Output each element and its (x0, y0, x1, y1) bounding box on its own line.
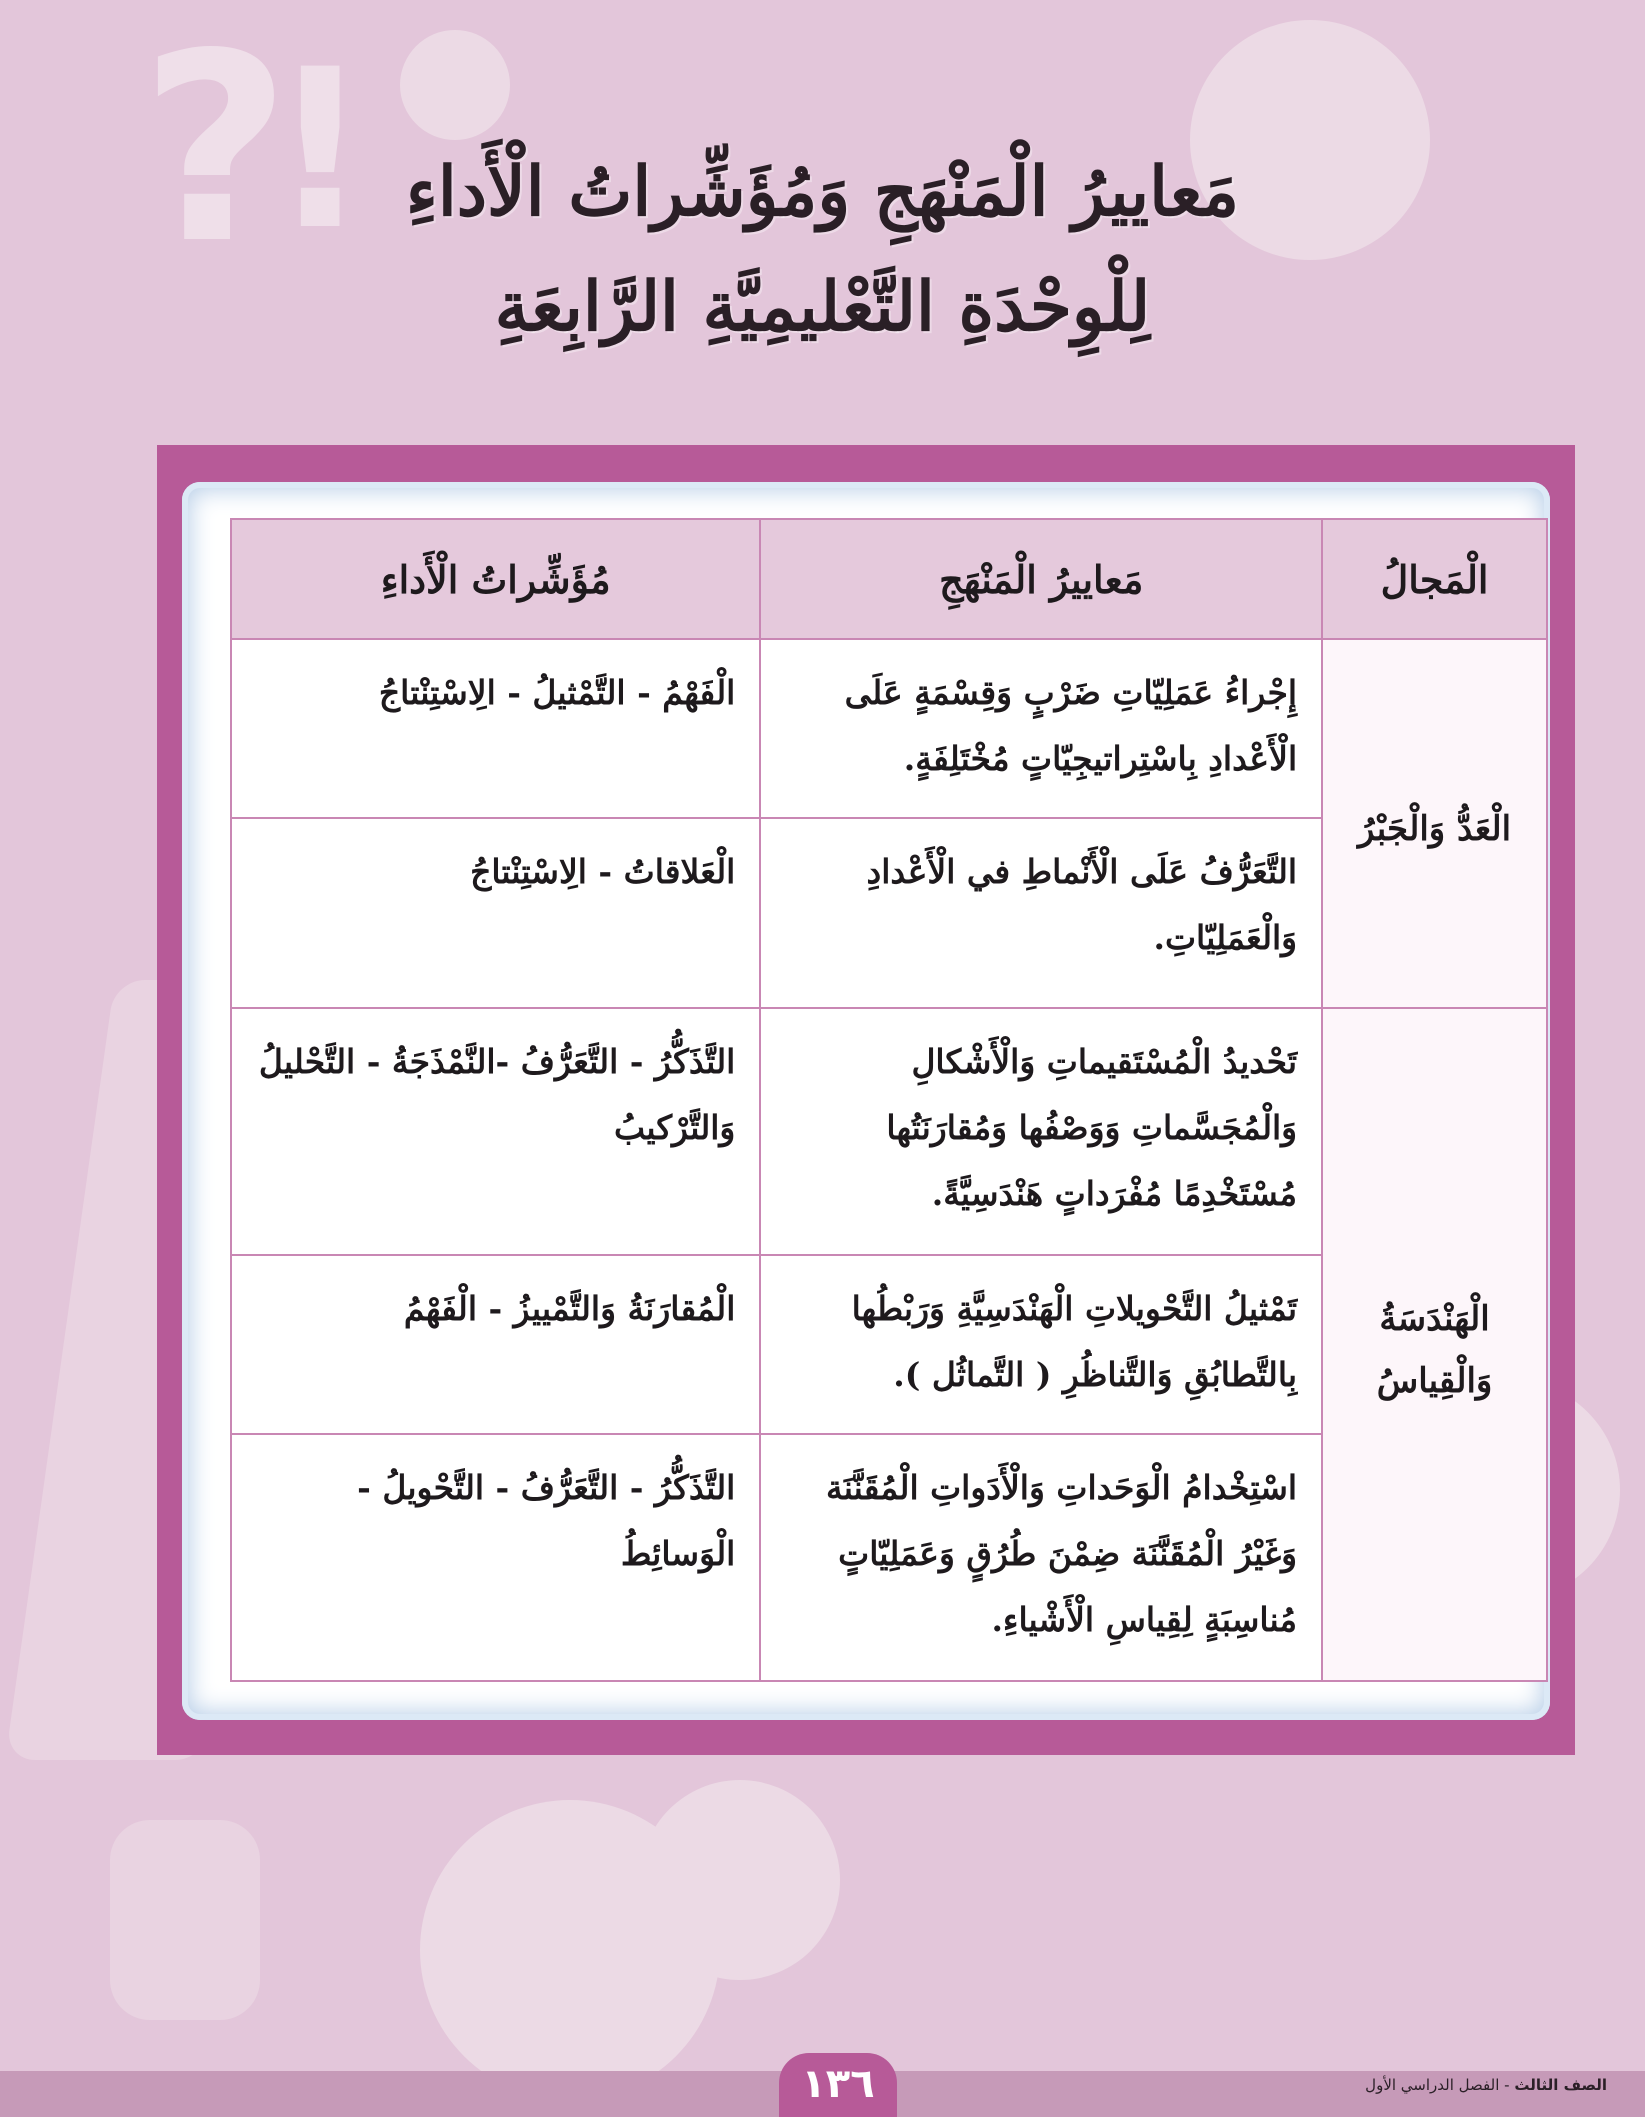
title-line-1: مَعاييرُ الْمَنْهَجِ وَمُؤَشِّراتُ الْأَداءِ (405, 152, 1240, 232)
standard-cell: اسْتِخْدامُ الْوَحَداتِ وَالْأَدَواتِ الْمُقَنَّنَة وَغَيْرُ الْمُقَنَّنَة ضِمْنَ طُرُقٍ وَعَمَلِيّاتٍ مُناسِبَةٍ لِقِياسِ الْأَشْياءِ. (760, 1434, 1322, 1681)
header-standard: مَعاييرُ الْمَنْهَجِ (760, 519, 1322, 639)
footer-caption (1365, 2076, 1607, 2094)
table-row (231, 1008, 1547, 1255)
indicator-cell: الْفَهْمُ - التَّمْثيلُ - الِاسْتِنْتاجُ (231, 639, 760, 818)
indicator-cell: التَّذَكُّرُ - التَّعَرُّفُ - التَّحْويلُ - الْوَسائِطُ (231, 1434, 760, 1681)
standard-cell: تَمْثيلُ التَّحْويلاتِ الْهَنْدَسِيَّةِ وَرَبْطُها بِالتَّطابُقِ وَالتَّناظُرِ ( التَّماثُل ). (760, 1255, 1322, 1434)
smiley-face-decoration (400, 30, 510, 140)
exclamation-dot-decoration (110, 1820, 260, 2020)
page-number: ١٣٦ (779, 2053, 897, 2117)
smiley-face-decoration (420, 1800, 720, 2100)
indicator-cell: الْمُقارَنَةُ وَالتَّمْييزُ - الْفَهْمُ (231, 1255, 760, 1434)
standard-cell: إِجْراءُ عَمَلِيّاتِ ضَرْبٍ وَقِسْمَةٍ عَلَى الْأَعْدادِ بِاسْتِراتيجِيّاتٍ مُخْتَلِفَةٍ. (760, 639, 1322, 818)
question-mark-decoration: ? (140, 0, 291, 301)
footer-separator: - (1499, 2076, 1515, 2094)
header-indicator: مُؤَشِّراتُ الْأَداءِ (231, 519, 760, 639)
exclamation-decoration: ! (270, 22, 371, 278)
domain-cell: الْهَنْدَسَةُ وَالْقِياسُ (1322, 1008, 1547, 1681)
page-title (0, 135, 1645, 365)
header-domain: الْمَجالُ (1322, 519, 1547, 639)
table-row (231, 639, 1547, 818)
footer-term: الفصل الدراسي الأول (1365, 2076, 1500, 2094)
indicator-cell: الْعَلاقاتُ - الِاسْتِنْتاجُ (231, 818, 760, 1009)
table-card (182, 482, 1550, 1720)
table-header-row (231, 519, 1547, 639)
domain-cell: الْعَدُّ وَالْجَبْرُ (1322, 639, 1547, 1008)
standards-table (230, 518, 1548, 1682)
indicator-cell: التَّذَكُّرُ - التَّعَرُّفُ -النَّمْذَجَةُ - التَّحْليلُ وَالتَّرْكيبُ (231, 1008, 760, 1255)
title-line-2: لِلْوِحْدَةِ التَّعْليمِيَّةِ الرَّابِعَةِ (494, 267, 1151, 347)
standard-cell: تَحْديدُ الْمُسْتَقيماتِ وَالْأَشْكالِ وَالْمُجَسَّماتِ وَوَصْفُها وَمُقارَنَتُها مُسْتَخْدِمًا مُفْرَداتٍ هَنْدَسِيَّةً. (760, 1008, 1322, 1255)
standard-cell: التَّعَرُّفُ عَلَى الْأَنْماطِ في الْأَعْدادِ وَالْعَمَلِيّاتِ. (760, 818, 1322, 1009)
footer-grade: الصف الثالث (1514, 2076, 1607, 2094)
table-frame (157, 445, 1575, 1755)
